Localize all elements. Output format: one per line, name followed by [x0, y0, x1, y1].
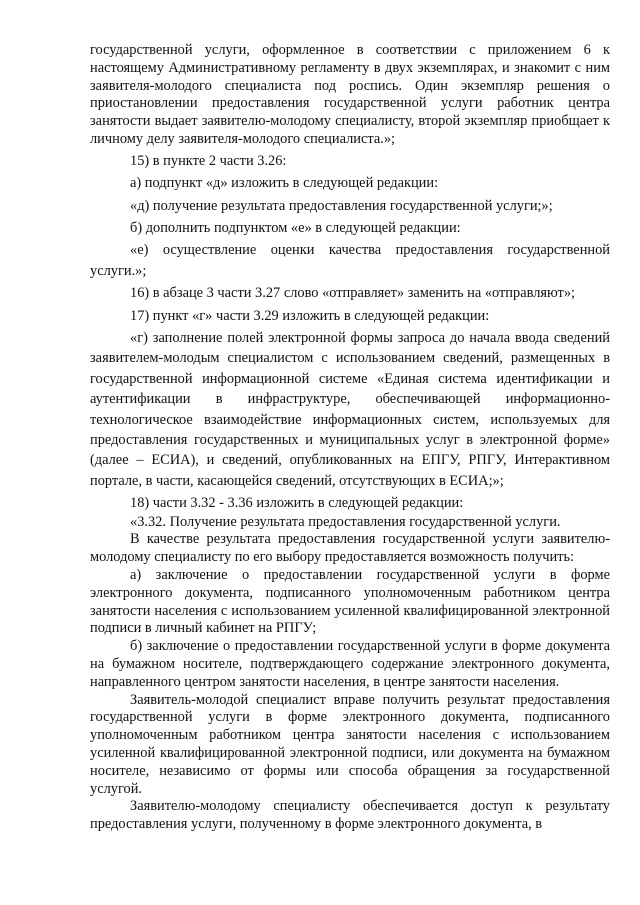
paragraph: 15) в пункте 2 части 3.26: — [130, 152, 287, 169]
paragraph: В качестве результата предоставления государственной услуги заявителю-молодому специалисту по его выбору предоставляется возможность получить: — [90, 531, 610, 566]
paragraph: «е) осуществление оценки качества предоставления государственной услуги.»; — [90, 242, 610, 279]
paragraph: «3.32. Получение результата предоставления государственной услуги. — [130, 513, 561, 530]
paragraph: б) дополнить подпунктом «е» в следующей редакции: — [130, 220, 461, 236]
paragraph: Заявитель-молодой специалист вправе получить результат предоставления государственной услуги в форме электронного документа, подписанного уполномоченным работником центра занятости населения с использованием усиленной квалифицированной электронной подписи, или документа на бумажном носителе, независимо от формы или способа обращения за государственной услугой. — [90, 691, 610, 797]
paragraph: 17) пункт «г» части 3.29 изложить в следующей редакции: — [130, 307, 490, 324]
paragraph: 18) части 3.32 - 3.36 изложить в следующей редакции: — [130, 495, 464, 512]
paragraph: 16) в абзаце 3 части 3.27 слово «отправляет» заменить на «отправляют»; — [130, 285, 576, 302]
document-page — [90, 42, 610, 834]
paragraph: «г) заполнение полей электронной формы запроса до начала ввода сведений заявителем-молодым специалистом с использованием сведений, размещенных в государственной информационной системе «Единая система идентификации и аутентификации в инфраструктуре, обеспечивающей информационно-технологическое взаимодействие информационных систем, используемых для предоставления государственных и муниципальных услуг в электронной форме» (далее – ЕСИА), и сведений, опубликованных на ЕПГУ, РПГУ, Интерактивном портале, в части, касающейся сведений, отсутствующих в ЕСИА;»; — [90, 330, 610, 489]
paragraph: а) подпункт «д» изложить в следующей редакции: — [130, 175, 439, 192]
paragraph: Заявителю-молодому специалисту обеспечивается доступ к результату предоставления услуги, полученному в форме электронного документа, в — [90, 798, 610, 833]
paragraph: «д) получение результата предоставления государственной услуги;»; — [130, 197, 553, 214]
paragraph: а) заключение о предоставлении государственной услуги в форме электронного документа, подписанного уполномоченным работником центра занятости населения с использованием усиленной квалифицированной электронной подписи в личный кабинет на РПГУ; — [90, 567, 610, 637]
paragraph: государственной услуги, оформленное в соответствии с приложением 6 к настоящему Административному регламенту в двух экземплярах, и знакомит с ним заявителя-молодого специалиста под роспись. Один экземпляр решения о приостановлении предоставления государственной услуги работник центра занятости выдает заявителю-молодому специалисту, второй экземпляр приобщает к личному делу заявителя-молодого специалиста.»; — [90, 42, 610, 147]
paragraph: б) заключение о предоставлении государственной услуги в форме документа на бумажном носителе, подтверждающего содержание электронного документа, направленного центром занятости населения, в центре занятости населения. — [90, 638, 610, 690]
